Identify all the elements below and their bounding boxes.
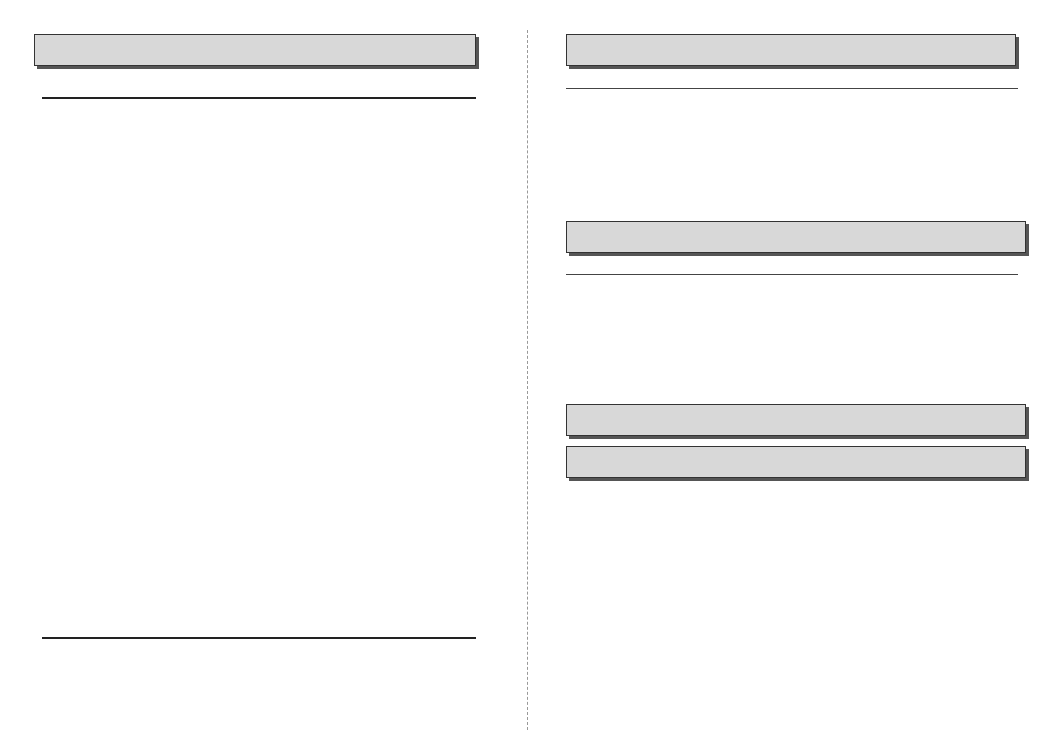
dawn-prayer-banner — [566, 404, 1026, 436]
weekly-report-banner — [566, 446, 1026, 478]
page-divider — [527, 30, 528, 730]
pm-rule — [566, 88, 1018, 89]
wednesday-study-banner — [566, 221, 1026, 253]
footer-rule — [42, 637, 476, 639]
sunday-worship-banner — [34, 34, 476, 66]
praise-worship-banner — [566, 34, 1016, 66]
header-rule — [42, 97, 476, 99]
wed-rule — [566, 274, 1018, 275]
